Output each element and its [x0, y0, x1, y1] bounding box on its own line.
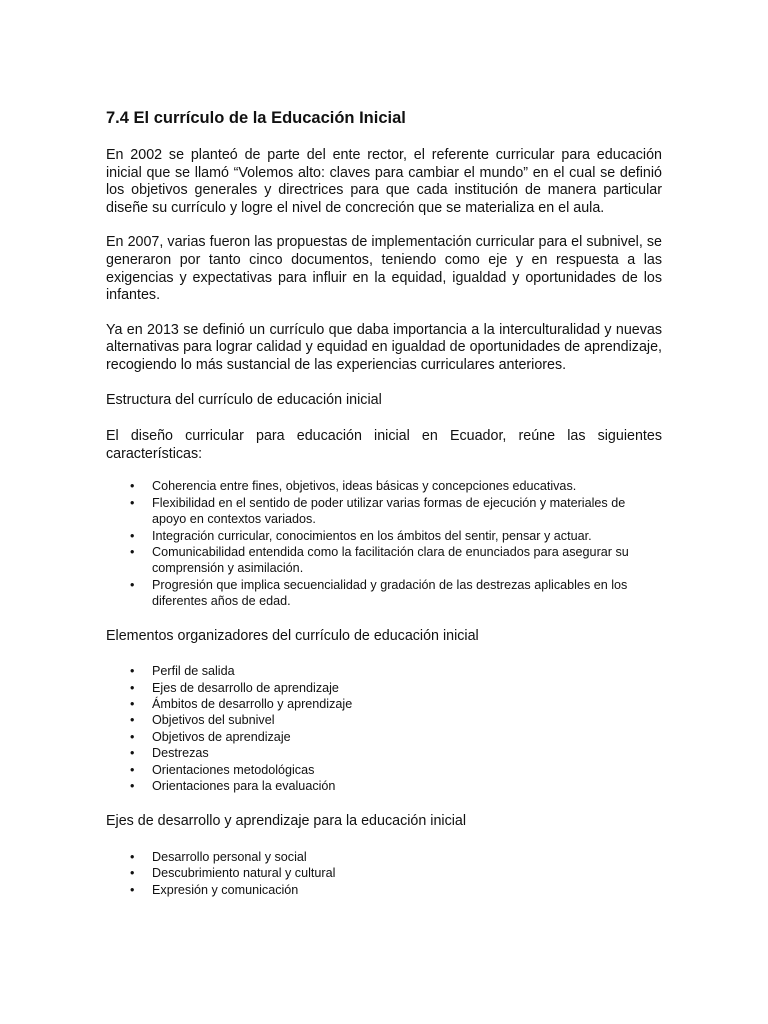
list-item: • Objetivos de aprendizaje: [152, 729, 662, 745]
ejes-list: [106, 849, 662, 898]
list-item: • Integración curricular, conocimientos en los ámbitos del sentir, pensar y actuar.: [152, 528, 662, 544]
list-item: • Coherencia entre fines, objetivos, ideas básicas y concepciones educativas.: [152, 478, 662, 494]
structure-intro: El diseño curricular para educación inicial en Ecuador, reúne las siguientes características:: [106, 428, 662, 462]
list-item: • Progresión que implica secuencialidad y gradación de las destrezas aplicables en los diferentes años de edad.: [152, 577, 662, 610]
elements-list: [106, 663, 662, 794]
paragraph-2013: Ya en 2013 se definió un currículo que daba importancia a la interculturalidad y nuevas alternativas para lograr calidad y equidad en igualdad de oportunidades de aprendizaje, recogiendo lo más sustancial de las experiencias curriculares anteriores.: [106, 321, 662, 373]
list-item: • Comunicabilidad entendida como la facilitación clara de enunciados para asegurar su comprensión y asimilación.: [152, 544, 662, 577]
list-item: • Desarrollo personal y social: [152, 849, 662, 865]
elements-heading: Elementos organizadores del currículo de educación inicial: [106, 627, 479, 644]
list-item: • Expresión y comunicación: [152, 882, 662, 898]
list-item: • Ejes de desarrollo de aprendizaje: [152, 680, 662, 696]
list-item: • Descubrimiento natural y cultural: [152, 865, 662, 881]
characteristics-list: [106, 478, 662, 609]
list-item: • Orientaciones para la evaluación: [152, 778, 662, 794]
structure-heading: Estructura del currículo de educación inicial: [106, 391, 382, 408]
list-item: • Ámbitos de desarrollo y aprendizaje: [152, 696, 662, 712]
paragraph-2002: En 2002 se planteó de parte del ente rector, el referente curricular para educación inicial que se llamó “Volemos alto: claves para cambiar el mundo” en el cual se definió los objetivos generales y directrices para que cada institución de manera particular diseñe su currículo y logre el nivel de concreción que se materializa en el aula.: [106, 147, 662, 216]
list-item: • Flexibilidad en el sentido de poder utilizar varias formas de ejecución y materiales de apoyo en contextos variados.: [152, 495, 662, 528]
list-item: • Orientaciones metodológicas: [152, 762, 662, 778]
ejes-heading: Ejes de desarrollo y aprendizaje para la educación inicial: [106, 813, 467, 830]
section-title: 7.4 El currículo de la Educación Inicial: [106, 109, 406, 127]
document-page: [106, 108, 662, 915]
list-item: • Perfil de salida: [152, 663, 662, 679]
list-item: • Destrezas: [152, 745, 662, 761]
paragraph-2007: En 2007, varias fueron las propuestas de implementación curricular para el subnivel, se generaron por tanto cinco documentos, teniendo como eje y en respuesta a las exigencias y expectativas para influir en la equidad, igualdad y oportunidades de los infantes.: [106, 234, 662, 304]
list-item: • Objetivos del subnivel: [152, 712, 662, 728]
